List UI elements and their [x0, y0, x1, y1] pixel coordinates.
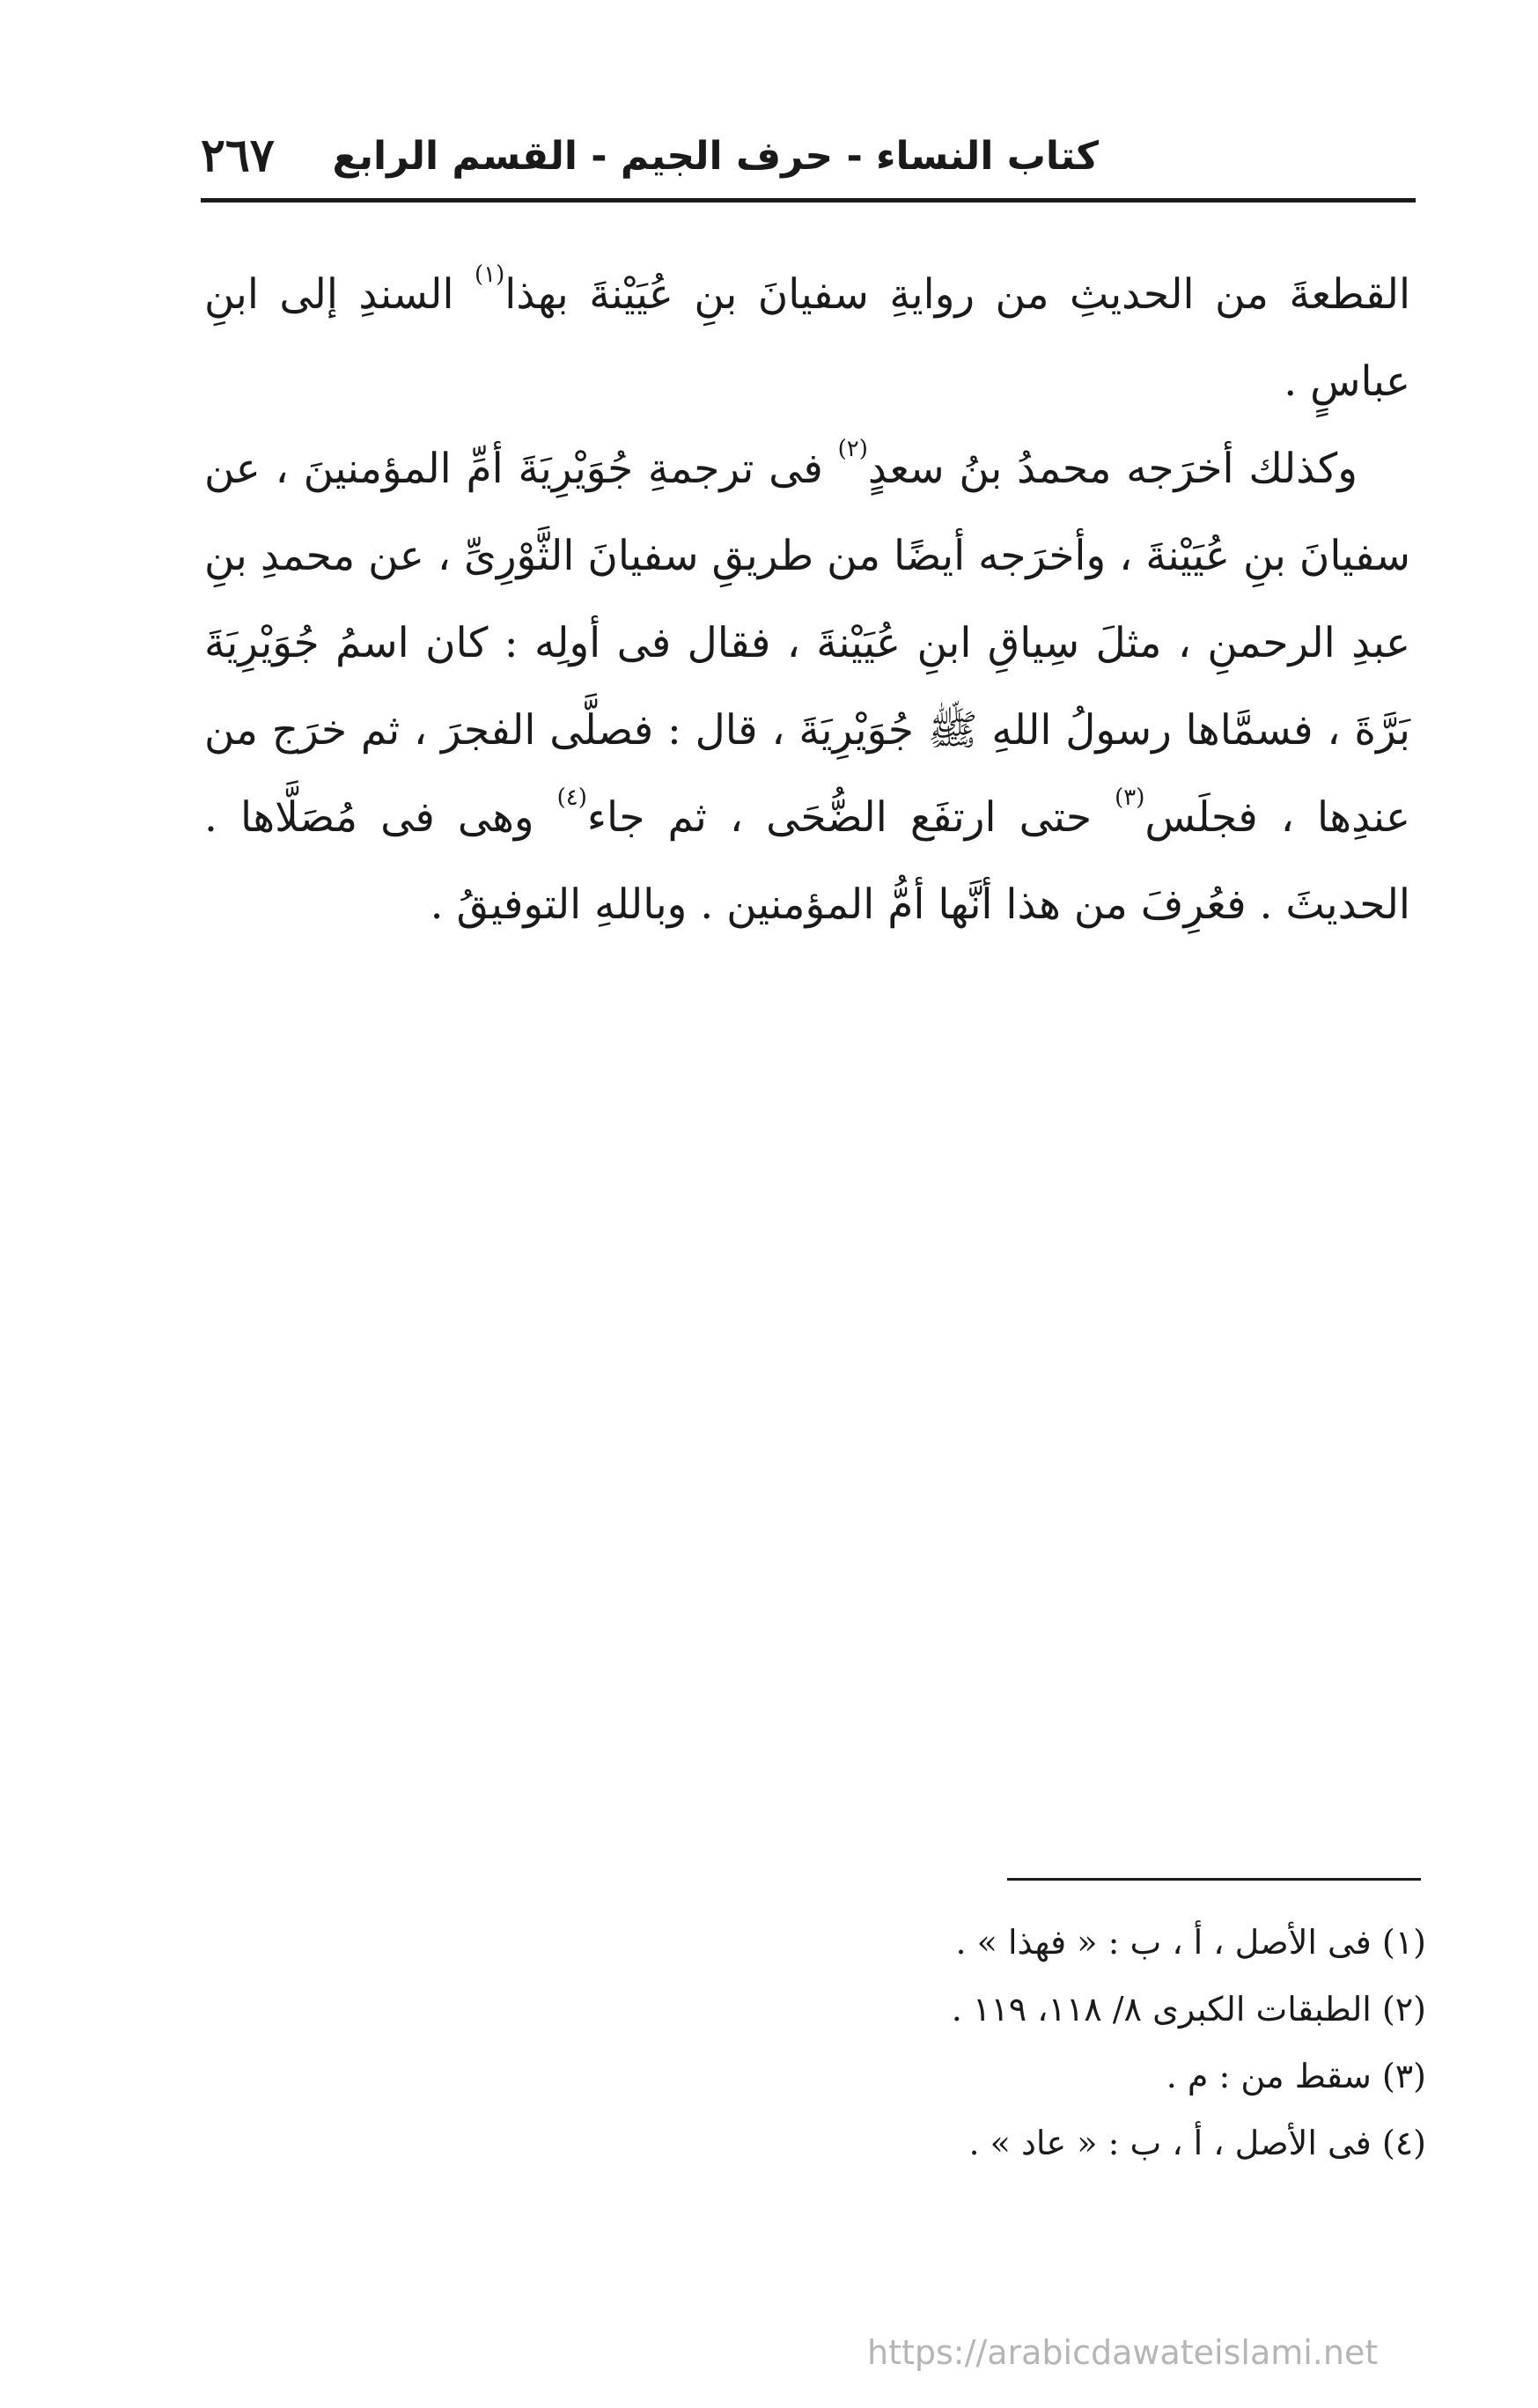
paragraph-2-part-4: وهى فى مُصَلَّاها . الحديثَ . فعُرِفَ من هذا أنَّها أمُّ المؤمنين . وباللهِ التوفيقُ .: [204, 793, 1410, 929]
header-rule: [201, 198, 1416, 203]
paragraph-1-part-2: السندِ إلى ابنِ عباسٍ .: [204, 270, 1410, 406]
main-text: [204, 251, 1410, 948]
footnotes: [616, 1909, 1426, 2176]
paragraph-2-part-2: فى ترجمةِ جُوَيْرِيَةَ أمِّ المؤمنينَ ، عن سفيانَ بنِ عُيَيْنةَ ، وأخرَجه أيضًا من طريقِ سفيانَ الثَّوْرِىِّ ، عن محمدِ بنِ عبدِ الرحمنِ ، مثلَ سِياقِ ابنِ عُيَيْنةَ ، فقال فى أولِه : كان اسمُ جُوَيْرِيَةَ بَرَّةَ ، فسمَّاها رسولُ اللهِ ﷺ جُوَيْرِيَةَ ، قال : فصلَّى الفجرَ ، ثم خرَج من عندِها ، فجلَس: [204, 445, 1410, 842]
page-number: ٢٦٧: [201, 129, 275, 182]
footnote-ref-2: (٢): [837, 436, 868, 462]
paragraph-2-part-1: وكذلك أخرَجه محمدُ بنُ سعدٍ: [867, 445, 1358, 493]
footnote-2: (٢) الطبقات الكبرى ٨/ ١١٨، ١١٩ .: [951, 1990, 1426, 2029]
footnote-3: (٣) سقط من : م .: [1166, 2057, 1426, 2095]
footnote-rule: [1007, 1878, 1421, 1881]
paragraph-2: [204, 425, 1410, 948]
paragraph-1-part-1: القطعةَ من الحديثِ من روايةِ سفيانَ بنِ عُيَيْنةَ بهذا: [504, 270, 1410, 319]
header-title: كتاب النساء - حرف الجيم - القسم الرابع: [332, 134, 1099, 179]
paragraph-2-part-3: حتى ارتفَع الضُّحَى ، ثم جاء: [586, 793, 1115, 842]
paragraph-1: [204, 251, 1410, 425]
running-header: [201, 123, 1416, 194]
footnote-4: (٤) فى الأصل ، أ ، ب : « عاد » .: [968, 2124, 1426, 2162]
footnote-ref-3: (٣): [1115, 784, 1145, 811]
watermark-url: https://arabicdawateislami.net: [867, 2333, 1379, 2372]
footnote-ref-4: (٤): [556, 784, 587, 811]
footnote-ref-1: (١): [474, 261, 505, 288]
footnote-1: (١) فى الأصل ، أ ، ب : « فهذا » .: [955, 1923, 1426, 1962]
